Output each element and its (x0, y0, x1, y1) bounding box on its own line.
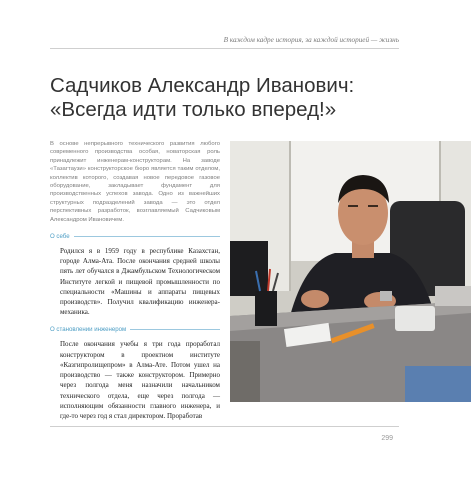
title-line-1: Садчиков Александр Иванович: (50, 74, 355, 97)
section-body-about: Родился я в 1959 году в республике Казахстан, городе Алма-Ата. После окончания средней школы пять лет обучался в Джамбульском Технологическом Институте легкой и пищевой промышленности по специальности «Машины и аппараты пищевых производств». Получил квалификацию инженера-механика. (60, 247, 220, 317)
section-label-text: О себе (50, 233, 70, 241)
section-label-engineer (50, 326, 220, 333)
section-label-rule (130, 329, 220, 330)
section-label-rule (74, 236, 220, 237)
section-label-text: О становлении инженером (50, 326, 127, 334)
intro-paragraph: В основе непрерывного технического развития любого современного производства особая, новаторская роль принадлежит инженерам-конструкторам. На заводе «Тазагтаузи» конструкторское бюро является таким отделом, коллектив которого, создавая новое передовое газовое оборудование, закладывает фундамент для производственных успехов завода. Одно из важнейших структурных подразделений завода — это отдел перспективных разработок, возглавляемый Садчиковым Александром Ивановичем. (50, 141, 220, 223)
page-number: 299 (381, 435, 393, 442)
running-header-tagline: В каждом кадре история, за каждой историей — жизнь (223, 36, 399, 44)
article-text-column (50, 140, 220, 421)
footer-divider (50, 426, 399, 427)
title-line-2: «Всегда идти только вперед!» (50, 98, 337, 121)
header-divider (50, 48, 399, 49)
portrait-photo (230, 141, 471, 402)
article-title (50, 74, 420, 122)
section-label-about (50, 233, 220, 240)
section-body-engineer: После окончания учебы я три года проработал конструктором в проектном институте «Казгипролищепром» в Алма-Ате. Потом ушел на производство — также конструктором. Примерно через полгода меня назначили начальником технического отдела, еще через полгода — исполняющим обязанности главного инженера, и где-то через год я стал директором. Проработав (60, 340, 220, 420)
